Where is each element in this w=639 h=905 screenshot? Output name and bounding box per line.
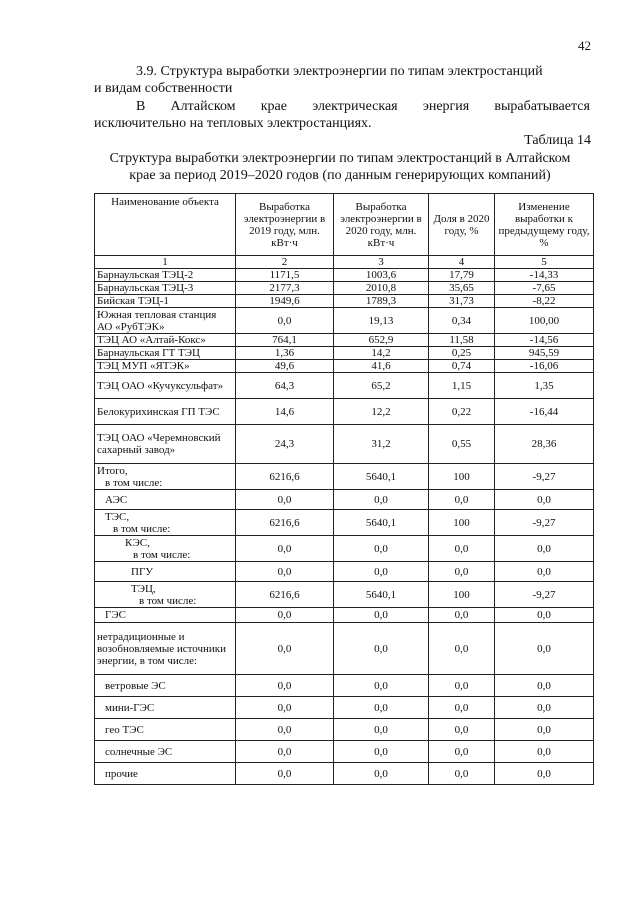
row-name: Итого, — [97, 464, 128, 477]
value-cell-v2019: 1171,5 — [236, 269, 334, 282]
row-name: ТЭЦ ОАО «Черемновский сахарный завод» — [97, 432, 221, 456]
value-cell-change: 0,0 — [495, 536, 594, 562]
table-row — [95, 269, 594, 282]
value-cell-share: 0,22 — [429, 399, 495, 425]
table-row — [95, 763, 594, 785]
row-name: мини-ГЭС — [105, 701, 155, 714]
value-cell-v2019: 2177,3 — [236, 282, 334, 295]
value-cell-change: 1,35 — [495, 373, 594, 399]
value-cell-v2019: 1949,6 — [236, 295, 334, 308]
value-cell-v2020: 41,6 — [334, 360, 429, 373]
row-name: ГЭС — [105, 609, 126, 621]
row-name: КЭС, — [125, 536, 150, 549]
value-cell-change: -7,65 — [495, 282, 594, 295]
row-name-sub: в том числе: — [139, 594, 197, 607]
value-cell-v2019: 0,0 — [236, 719, 334, 741]
row-name: Барнаульская ТЭЦ-2 — [97, 269, 194, 281]
value-cell-v2019: 64,3 — [236, 373, 334, 399]
row-name-cell — [95, 510, 236, 536]
table-row — [95, 399, 594, 425]
table-row — [95, 282, 594, 295]
value-cell-change: 0,0 — [495, 719, 594, 741]
intro-line2: исключительно на тепловых электростанциях. — [94, 116, 372, 131]
value-cell-v2020: 65,2 — [334, 373, 429, 399]
row-name-cell — [95, 269, 236, 282]
intro-word: крае — [260, 99, 287, 114]
value-cell-v2020: 5640,1 — [334, 582, 429, 608]
row-name-cell — [95, 425, 236, 464]
index-row — [95, 256, 594, 269]
table-row — [95, 608, 594, 623]
value-cell-v2019: 0,0 — [236, 675, 334, 697]
section-heading — [94, 63, 590, 97]
value-cell-share: 0,0 — [429, 741, 495, 763]
value-cell-share: 0,0 — [429, 697, 495, 719]
row-name-cell — [95, 373, 236, 399]
value-cell-v2020: 652,9 — [334, 334, 429, 347]
value-cell-v2019: 0,0 — [236, 490, 334, 510]
value-cell-share: 35,65 — [429, 282, 495, 295]
row-name-sub: в том числе: — [133, 548, 191, 561]
row-name-cell — [95, 697, 236, 719]
page-number: 42 — [578, 38, 591, 53]
table-row — [95, 464, 594, 490]
row-name-cell — [95, 562, 236, 582]
value-cell-share: 0,0 — [429, 562, 495, 582]
value-cell-v2020: 0,0 — [334, 697, 429, 719]
row-name-cell — [95, 719, 236, 741]
value-cell-v2019: 1,36 — [236, 347, 334, 360]
row-name: Южная тепловая станция АО «РубТЭК» — [97, 308, 217, 333]
intro-paragraph — [94, 98, 590, 132]
intro-word: В — [136, 99, 146, 114]
value-cell-change: -14,33 — [495, 269, 594, 282]
value-cell-v2019: 0,0 — [236, 741, 334, 763]
table-row — [95, 562, 594, 582]
row-name: Барнаульская ГТ ТЭЦ — [97, 347, 200, 359]
value-cell-v2020: 0,0 — [334, 490, 429, 510]
value-cell-change: 0,0 — [495, 562, 594, 582]
table-title-line1: Структура выработки электроэнергии по типам электростанций в Алтайском — [109, 151, 571, 166]
value-cell-v2020: 5640,1 — [334, 510, 429, 536]
table-body — [95, 269, 594, 785]
row-name-sub: в том числе: — [105, 476, 163, 489]
row-name: ветровые ЭС — [105, 679, 166, 692]
row-name-cell — [95, 623, 236, 675]
value-cell-change: -8,22 — [495, 295, 594, 308]
value-cell-change: 0,0 — [495, 623, 594, 675]
table-row — [95, 295, 594, 308]
index-cell: 1 — [95, 256, 236, 269]
intro-word: вырабатывается — [494, 99, 590, 114]
table-row — [95, 510, 594, 536]
generation-table — [94, 193, 594, 785]
row-name-cell — [95, 536, 236, 562]
value-cell-share: 0,0 — [429, 536, 495, 562]
row-name: Бийская ТЭЦ-1 — [97, 295, 169, 307]
row-name: солнечные ЭС — [105, 745, 173, 758]
value-cell-v2020: 0,0 — [334, 719, 429, 741]
value-cell-change: 945,59 — [495, 347, 594, 360]
value-cell-change: -14,56 — [495, 334, 594, 347]
table-row — [95, 741, 594, 763]
table-row — [95, 360, 594, 373]
table-row — [95, 425, 594, 464]
value-cell-share: 0,0 — [429, 608, 495, 623]
value-cell-change: -16,06 — [495, 360, 594, 373]
value-cell-v2020: 12,2 — [334, 399, 429, 425]
table-row — [95, 536, 594, 562]
row-name: прочие — [105, 767, 138, 780]
value-cell-v2020: 5640,1 — [334, 464, 429, 490]
row-name: ТЭЦ, — [131, 582, 156, 595]
value-cell-share: 0,0 — [429, 763, 495, 785]
value-cell-v2019: 6216,6 — [236, 464, 334, 490]
row-name-cell — [95, 295, 236, 308]
header-cell: Изменение выработки к предыдущему году, % — [495, 194, 594, 256]
row-name-cell — [95, 308, 236, 334]
index-cell: 3 — [334, 256, 429, 269]
value-cell-share: 0,25 — [429, 347, 495, 360]
value-cell-change: -9,27 — [495, 582, 594, 608]
value-cell-v2020: 2010,8 — [334, 282, 429, 295]
value-cell-change: 0,0 — [495, 763, 594, 785]
value-cell-share: 0,55 — [429, 425, 495, 464]
value-cell-v2019: 49,6 — [236, 360, 334, 373]
intro-line1 — [94, 98, 590, 115]
table-head — [95, 194, 594, 269]
header-cell: Выработка электроэнергии в 2019 году, млн. кВт·ч — [236, 194, 334, 256]
section-heading-line1: 3.9. Структура выработки электроэнергии по типам электростанций — [136, 64, 543, 79]
value-cell-v2020: 31,2 — [334, 425, 429, 464]
table-row — [95, 582, 594, 608]
row-name-cell — [95, 347, 236, 360]
value-cell-v2020: 0,0 — [334, 536, 429, 562]
value-cell-v2020: 0,0 — [334, 741, 429, 763]
table-row — [95, 308, 594, 334]
header-cell: Доля в 2020 году, % — [429, 194, 495, 256]
value-cell-change: -9,27 — [495, 510, 594, 536]
row-name-cell — [95, 399, 236, 425]
header-row — [95, 194, 594, 256]
table-title-line2: крае за период 2019–2020 годов (по данным генерирующих компаний) — [129, 168, 551, 183]
value-cell-share: 0,74 — [429, 360, 495, 373]
value-cell-v2019: 6216,6 — [236, 510, 334, 536]
value-cell-v2019: 0,0 — [236, 697, 334, 719]
intro-word: Алтайском — [170, 99, 236, 114]
table-row — [95, 623, 594, 675]
value-cell-share: 1,15 — [429, 373, 495, 399]
row-name: ПГУ — [131, 565, 154, 578]
row-name-cell — [95, 763, 236, 785]
value-cell-v2019: 24,3 — [236, 425, 334, 464]
index-cell: 5 — [495, 256, 594, 269]
row-name: гео ТЭС — [105, 723, 144, 736]
value-cell-v2019: 0,0 — [236, 562, 334, 582]
value-cell-v2020: 0,0 — [334, 562, 429, 582]
row-name: ТЭЦ МУП «ЯТЭК» — [97, 360, 190, 372]
value-cell-v2019: 0,0 — [236, 623, 334, 675]
value-cell-share: 0,0 — [429, 675, 495, 697]
value-cell-change: 0,0 — [495, 675, 594, 697]
value-cell-share: 17,79 — [429, 269, 495, 282]
value-cell-share: 11,58 — [429, 334, 495, 347]
row-name: Барнаульская ТЭЦ-3 — [97, 282, 194, 294]
row-name: ТЭЦ АО «Алтай-Кокс» — [97, 334, 206, 346]
value-cell-share: 0,34 — [429, 308, 495, 334]
value-cell-v2020: 0,0 — [334, 623, 429, 675]
row-name-cell — [95, 464, 236, 490]
value-cell-v2019: 0,0 — [236, 608, 334, 623]
value-cell-v2019: 14,6 — [236, 399, 334, 425]
row-name: ТЭС, — [105, 510, 130, 523]
index-cell: 2 — [236, 256, 334, 269]
value-cell-v2020: 0,0 — [334, 763, 429, 785]
value-cell-share: 100 — [429, 510, 495, 536]
table-title — [60, 150, 620, 184]
value-cell-v2020: 1789,3 — [334, 295, 429, 308]
table-row — [95, 719, 594, 741]
value-cell-v2019: 0,0 — [236, 536, 334, 562]
table-row — [95, 490, 594, 510]
value-cell-v2020: 1003,6 — [334, 269, 429, 282]
value-cell-share: 0,0 — [429, 623, 495, 675]
row-name-cell — [95, 582, 236, 608]
value-cell-v2020: 19,13 — [334, 308, 429, 334]
value-cell-share: 100 — [429, 582, 495, 608]
row-name: ТЭЦ ОАО «Кучуксульфат» — [97, 379, 224, 392]
value-cell-change: -9,27 — [495, 464, 594, 490]
value-cell-change: 0,0 — [495, 608, 594, 623]
table-row — [95, 373, 594, 399]
row-name-cell — [95, 608, 236, 623]
row-name: АЭС — [105, 493, 128, 506]
value-cell-change: 0,0 — [495, 490, 594, 510]
value-cell-v2019: 764,1 — [236, 334, 334, 347]
intro-word: энергия — [422, 99, 470, 114]
value-cell-change: 0,0 — [495, 741, 594, 763]
table-row — [95, 697, 594, 719]
value-cell-share: 31,73 — [429, 295, 495, 308]
row-name-sub: в том числе: — [113, 522, 171, 535]
intro-word: электрическая — [312, 99, 398, 114]
value-cell-share: 0,0 — [429, 490, 495, 510]
value-cell-v2019: 6216,6 — [236, 582, 334, 608]
row-name-cell — [95, 334, 236, 347]
table-row — [95, 675, 594, 697]
row-name: Белокурихинская ГП ТЭС — [97, 405, 220, 418]
row-name-cell — [95, 282, 236, 295]
header-cell: Наименование объекта — [95, 194, 236, 256]
section-heading-line2: и видам собственности — [94, 81, 233, 96]
value-cell-change: 100,00 — [495, 308, 594, 334]
row-name-cell — [95, 360, 236, 373]
row-name-cell — [95, 675, 236, 697]
value-cell-v2020: 0,0 — [334, 675, 429, 697]
value-cell-change: -16,44 — [495, 399, 594, 425]
row-name: нетрадиционные и возобновляемые источники энергии, в том числе: — [97, 630, 227, 667]
table-row — [95, 347, 594, 360]
value-cell-share: 100 — [429, 464, 495, 490]
row-name-cell — [95, 490, 236, 510]
value-cell-v2020: 0,0 — [334, 608, 429, 623]
value-cell-v2019: 0,0 — [236, 308, 334, 334]
value-cell-change: 0,0 — [495, 697, 594, 719]
value-cell-v2019: 0,0 — [236, 763, 334, 785]
row-name-cell — [95, 741, 236, 763]
table-label: Таблица 14 — [524, 133, 591, 148]
table-row — [95, 334, 594, 347]
value-cell-share: 0,0 — [429, 719, 495, 741]
value-cell-v2020: 14,2 — [334, 347, 429, 360]
index-cell: 4 — [429, 256, 495, 269]
value-cell-change: 28,36 — [495, 425, 594, 464]
header-cell: Выработка электроэнергии в 2020 году, млн. кВт·ч — [334, 194, 429, 256]
